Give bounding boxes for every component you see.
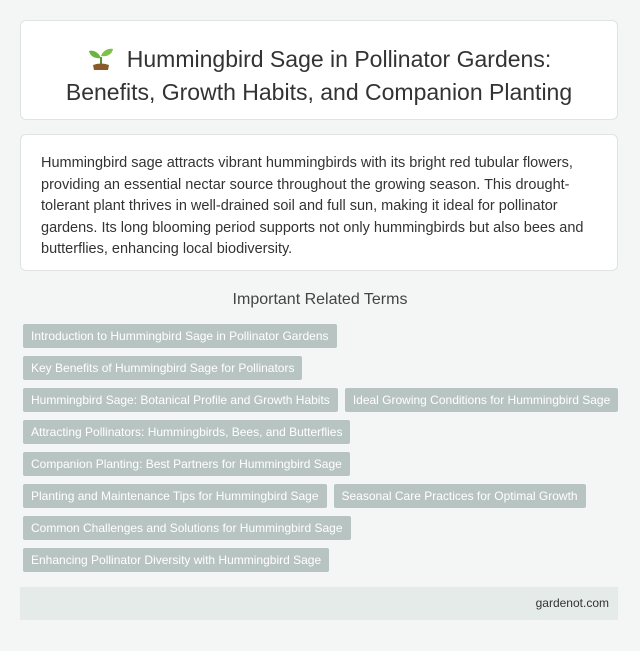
tag-row [23, 452, 623, 484]
title-line-2: Benefits, Growth Habits, and Companion Planting [65, 79, 573, 105]
related-term-tag[interactable]: Companion Planting: Best Partners for Hummingbird Sage [23, 452, 350, 476]
related-term-tag[interactable]: Key Benefits of Hummingbird Sage for Pollinators [23, 356, 302, 380]
related-term-tag[interactable]: Enhancing Pollinator Diversity with Hummingbird Sage [23, 548, 329, 572]
footer [20, 587, 618, 620]
footer-site-link[interactable]: gardenot.com [535, 596, 609, 610]
sprout-icon [87, 45, 115, 71]
tag-row [23, 356, 623, 388]
title-line-1: Hummingbird Sage in Pollinator Gardens: [126, 46, 552, 72]
tag-row [23, 484, 623, 516]
tag-row [23, 324, 623, 356]
related-term-tag[interactable]: Planting and Maintenance Tips for Hummingbird Sage [23, 484, 327, 508]
related-term-tag[interactable]: Seasonal Care Practices for Optimal Growth [334, 484, 586, 508]
tag-row [23, 548, 623, 580]
related-term-tag[interactable]: Common Challenges and Solutions for Hummingbird Sage [23, 516, 351, 540]
related-term-tag[interactable]: Introduction to Hummingbird Sage in Pollinator Gardens [23, 324, 337, 348]
related-term-tag[interactable]: Hummingbird Sage: Botanical Profile and Growth Habits [23, 388, 338, 412]
description-text: Hummingbird sage attracts vibrant hummingbirds with its bright red tubular flowers, providing an essential nectar source throughout the growing season. This drought-tolerant plant thrives in well-drained soil and full sun, making it ideal for pollinator gardens. Its long blooming period supports not only hummingbirds but also bees and butterflies, enhancing local biodiversity. [41, 155, 584, 257]
tag-row [23, 420, 623, 452]
related-terms-list [23, 324, 623, 580]
related-term-tag[interactable]: Ideal Growing Conditions for Hummingbird Sage [345, 388, 618, 412]
related-terms-heading: Important Related Terms [232, 291, 408, 308]
description-card [20, 134, 618, 271]
title-card [20, 20, 618, 120]
tag-row [23, 516, 623, 548]
related-term-tag[interactable]: Attracting Pollinators: Hummingbirds, Bees, and Butterflies [23, 420, 350, 444]
tag-row [23, 388, 623, 420]
page-title [31, 43, 607, 109]
